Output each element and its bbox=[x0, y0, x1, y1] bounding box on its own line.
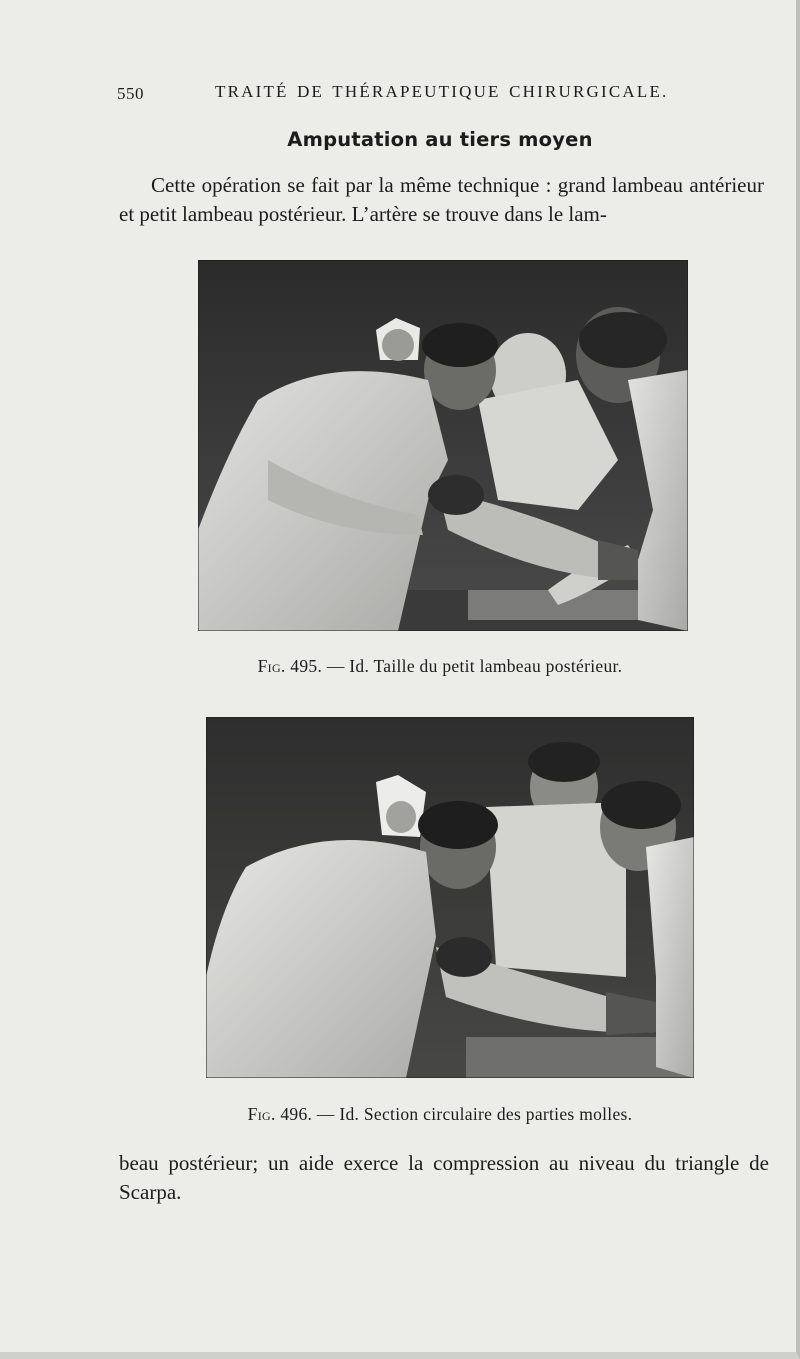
figure-496-label: Fig. bbox=[247, 1104, 276, 1124]
figure-495-label: Fig. bbox=[257, 656, 286, 676]
figure-495-caption bbox=[0, 656, 800, 677]
figure-496-photo bbox=[206, 717, 694, 1078]
section-title: Amputation au tiers moyen bbox=[287, 128, 593, 151]
figure-495-number: 495. bbox=[290, 656, 323, 676]
figure-495-photo bbox=[198, 260, 688, 631]
page-number: 550 bbox=[117, 84, 144, 103]
figure-496-number: 496. bbox=[280, 1104, 313, 1124]
figure-496-caption-text: — Id. Section circulaire des parties molles. bbox=[316, 1104, 633, 1124]
figure-496-caption bbox=[0, 1104, 800, 1125]
running-title: TRAITÉ DE THÉRAPEUTIQUE CHIRURGICALE. bbox=[215, 82, 669, 101]
body-paragraph-1: Cette opération se fait par la même technique : grand lambeau antérieur et petit lambeau postérieur. L’artère se trouve dans le lam- bbox=[119, 173, 764, 226]
body-paragraph-2: beau postérieur; un aide exerce la compression au niveau du triangle de Scarpa. bbox=[119, 1151, 769, 1204]
figure-495-caption-text: — Id. Taille du petit lambeau postérieur. bbox=[326, 656, 623, 676]
surgery-photo-1-image bbox=[198, 260, 688, 631]
running-head bbox=[0, 80, 800, 104]
surgery-photo-2-image bbox=[206, 717, 694, 1078]
